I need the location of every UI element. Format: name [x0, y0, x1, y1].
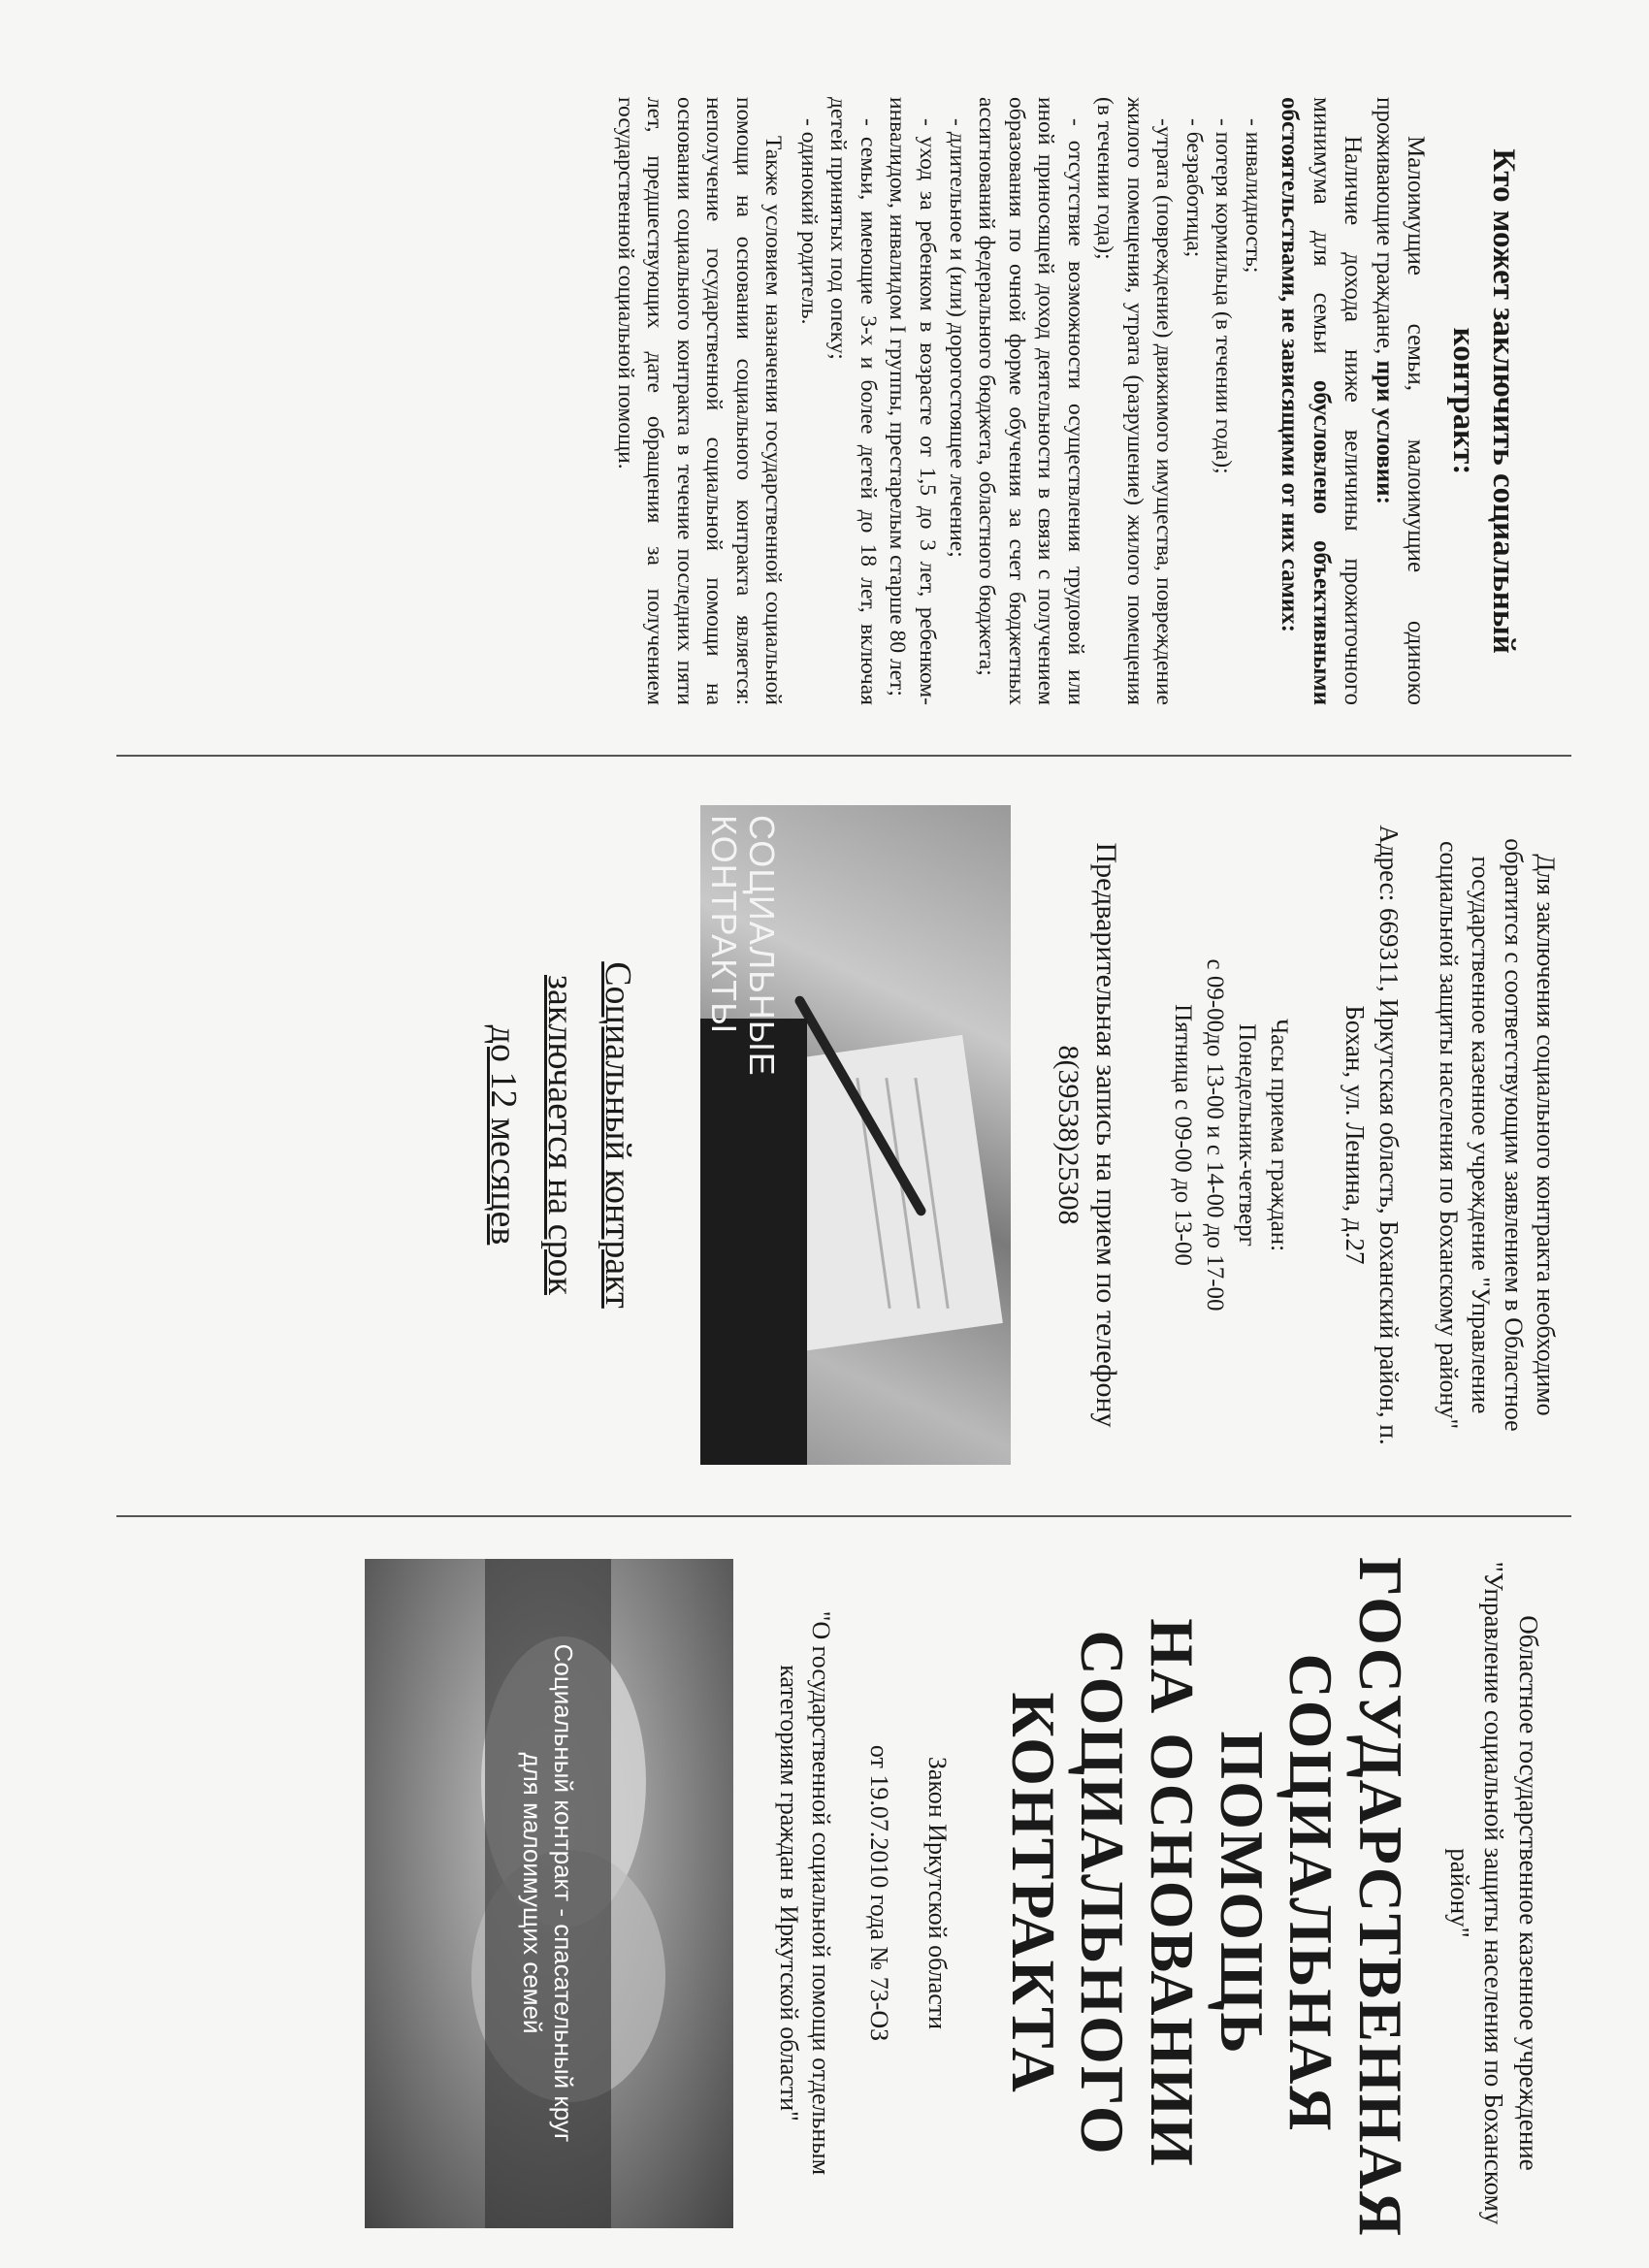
- contact-panel: [0, 757, 1649, 1513]
- title-line: НА ОСНОВАНИИ: [1138, 1618, 1208, 2168]
- cover-title: [998, 1557, 1416, 2238]
- hours-days: Понедельник-четверг: [1233, 1023, 1260, 1247]
- reception-hours: [1167, 803, 1295, 1467]
- term-line: заключается на срок: [540, 974, 582, 1296]
- eligibility-panel: [0, 0, 1649, 752]
- condition-text: Наличие дохода ниже величины прожиточного минимума для семьи: [1309, 97, 1367, 705]
- title-line: ПОМОЩЬ: [1207, 1731, 1277, 2056]
- list-item: - отсутствие возможности осуществления трудовой или иной приносящей доход деятельности в связи с получением образования по очной форме обучения за счет бюджетных ассигнований федерального бюджета, областного бюджета;: [974, 97, 1088, 705]
- condition-bold: обусловлено объективными обстоятельствами, не зависящими от них самих:: [1277, 97, 1335, 705]
- intro-bold: при условии: [1372, 360, 1398, 497]
- list-item: - безработица;: [1180, 118, 1207, 258]
- list-item: - одинокий родитель.: [795, 118, 822, 325]
- closing-paragraph: Также условием назначения государственной социальной помощи на основании социального контракта является: неполучение государственной социальной помощи на основании социального контракта в течение последних пяти лет, предшествующих дате обращения за получением государственной социальной помощи.: [612, 97, 787, 705]
- photo-caption-line: СОЦИАЛЬНЫЕ: [742, 815, 783, 1077]
- law-line: "О государственной социальной помощи отдельным категориям граждан в Иркутской области": [774, 1610, 836, 2176]
- list-item: - уход за ребенком в возрасте от 1,5 до 3 лет, ребенком-инвалидом, инвалидом I группы, престарелым старше 80 лет;: [885, 97, 940, 705]
- list-item: - длительное и (или) дорогостоящее лечение;: [944, 118, 970, 558]
- photo-caption: [704, 815, 781, 1106]
- hours-title: Часы приема граждан:: [1265, 1018, 1292, 1252]
- appointment-phone: Предварительная запись на прием по телефону 8(39538)25308: [1052, 842, 1122, 1428]
- cover-caption-band: [485, 1559, 611, 2228]
- list-item: -утрата (повреждение) движимого имущества, повреждение жилого помещения, утрата (разрушение) жилого помещения (в течении года);: [1092, 97, 1178, 705]
- law-line: от 19.07.2010 года № 73-ОЗ: [865, 1744, 894, 2042]
- eligibility-intro: [1369, 97, 1432, 705]
- law-reference: [772, 1557, 954, 2229]
- hours-weekdays: с 09-00до 13-00 и с 14-00 до 17-00: [1201, 958, 1228, 1312]
- hands-photo: [365, 1559, 733, 2228]
- list-item: - потеря кормильца (в течении года);: [1211, 118, 1237, 474]
- eligibility-condition: [1274, 97, 1369, 705]
- term-line: до 12 месяцев: [483, 1024, 525, 1246]
- list-item: - семьи, имеющие 3-х и более детей до 18 лет, включая детей принятых под опеку;: [825, 97, 881, 705]
- law-line: Закон Иркутской области: [923, 1756, 953, 2030]
- term-line: Социальный контракт: [597, 961, 638, 1309]
- hours-friday: Пятница с 09-00 до 13-00: [1169, 1004, 1196, 1266]
- intro-text: Малоимущие семьи, малоимущие одиноко проживающие граждане,: [1372, 97, 1430, 705]
- eligibility-heading: Кто может заключить социальный контракт:: [1445, 148, 1521, 654]
- contact-intro: Для заключения социального контракта необходимо обратится с соответствующим заявлением в Областное государственное казенное учреждение "Управление социальной защиты населения по Боханскому району": [1435, 838, 1560, 1432]
- photo-caption-line: КОНТРАКТЫ: [703, 815, 744, 1035]
- intro-end: :: [1372, 496, 1398, 504]
- title-line: СОЦИАЛЬНОГО: [1068, 1630, 1138, 2156]
- list-item: - инвалидность;: [1241, 118, 1266, 274]
- title-line: ГОСУДАРСТВЕННАЯ: [1346, 1557, 1416, 2238]
- organization-name: Областное государственное казенное учреждение "Управление социальной защиты населения по Боханскому району": [1444, 1561, 1543, 2225]
- title-line: СОЦИАЛЬНАЯ: [1277, 1653, 1346, 2133]
- contract-signing-photo: [700, 805, 1011, 1465]
- contract-term: [474, 803, 646, 1467]
- office-address: Адрес: 669311, Иркутская область, Боханский район, п. Бохан, ул. Ленина, д.27: [1340, 825, 1404, 1445]
- cover-panel: [0, 1518, 1649, 2268]
- title-line: КОНТРАКТА: [998, 1692, 1068, 2094]
- cover-photo-caption: Социальный контракт - спасательный круг для малоимущих семей: [517, 1643, 579, 2143]
- fold-line-right: [116, 1515, 1571, 1517]
- eligibility-list: [793, 97, 1268, 705]
